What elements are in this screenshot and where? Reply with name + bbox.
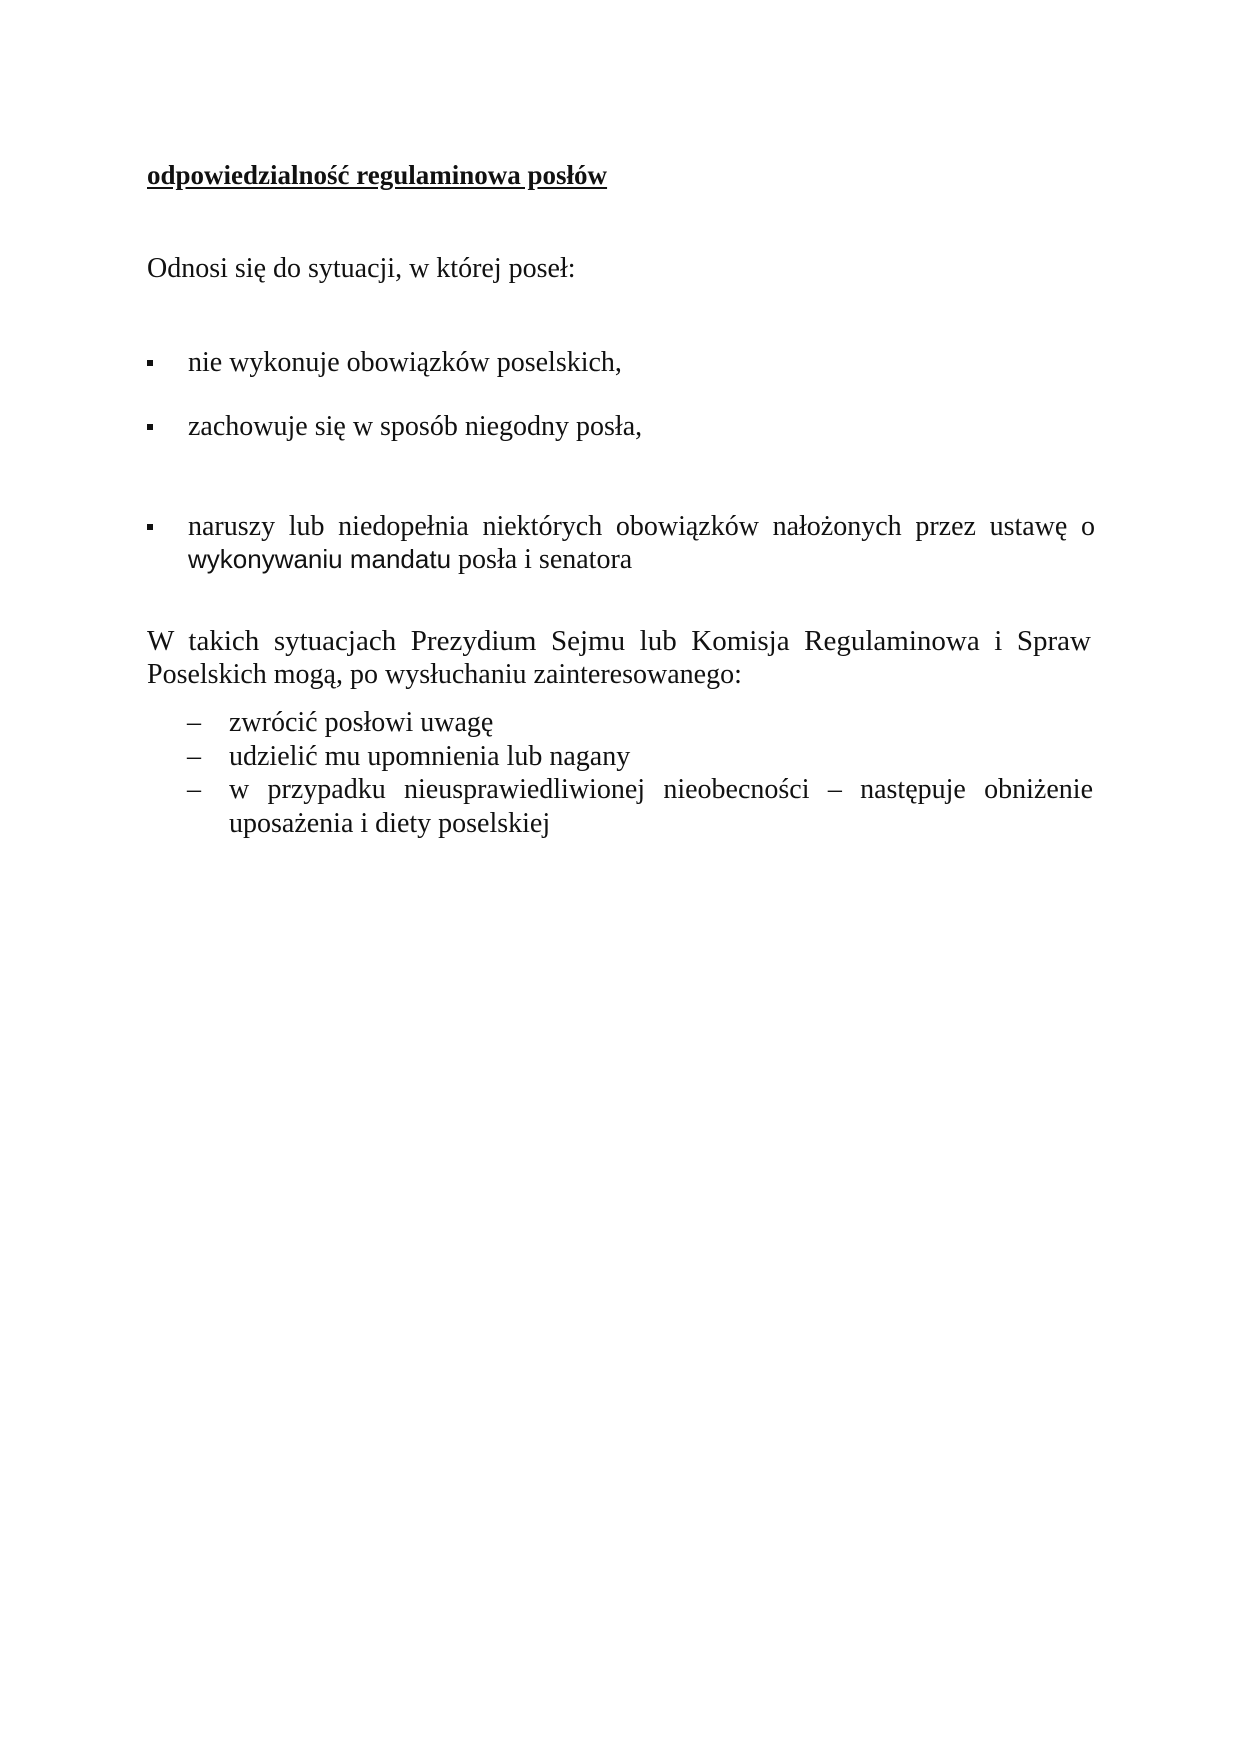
dash-icon: – [187, 707, 201, 738]
bullet-text [188, 510, 1095, 576]
dash-icon: – [187, 741, 201, 772]
bullet-text: nie wykonuje obowiązków poselskich, [188, 347, 622, 378]
dash-list-item [187, 706, 1093, 740]
dash-list-item [187, 773, 1093, 841]
dash-item-text: udzielić mu upomnienia lub nagany [229, 741, 631, 772]
list-item [147, 346, 1095, 379]
dash-list-item [187, 740, 1093, 774]
dash-item-text: zwrócić posłowi uwagę [229, 707, 494, 738]
intro-text: Odnosi się do sytuacji, w której poseł: [147, 253, 576, 284]
bullet-text: zachowuje się w sposób niegodny posła, [188, 411, 643, 442]
bullet-text-emphasis: wykonywaniu mandatu [188, 544, 452, 574]
bullet-icon [147, 524, 153, 530]
bullet-icon [147, 360, 153, 366]
bullet-text-part: posła i senatora [451, 544, 633, 575]
document-title: odpowiedzialność regulaminowa posłów [147, 160, 608, 190]
list-item [147, 510, 1095, 576]
paragraph-line: W takich sytuacjach Prezydium Sejmu lub Komisja Regulaminowa i Spraw [147, 625, 1091, 657]
bullet-text-part: naruszy lub niedopełnia niektórych obowiązków nałożonych przez ustawę o [188, 511, 1095, 542]
list-item [147, 410, 1095, 443]
bullet-icon [147, 424, 153, 430]
dash-icon: – [187, 774, 201, 805]
paragraph-line: Poselskich mogą, po wysłuchaniu zainteresowanego: [147, 659, 742, 690]
dash-item-text: w przypadku nieusprawiedliwionej nieobecności – następuje obniżenie uposażenia i diety poselskiej [229, 774, 1093, 839]
sanctions-paragraph [147, 624, 1091, 692]
